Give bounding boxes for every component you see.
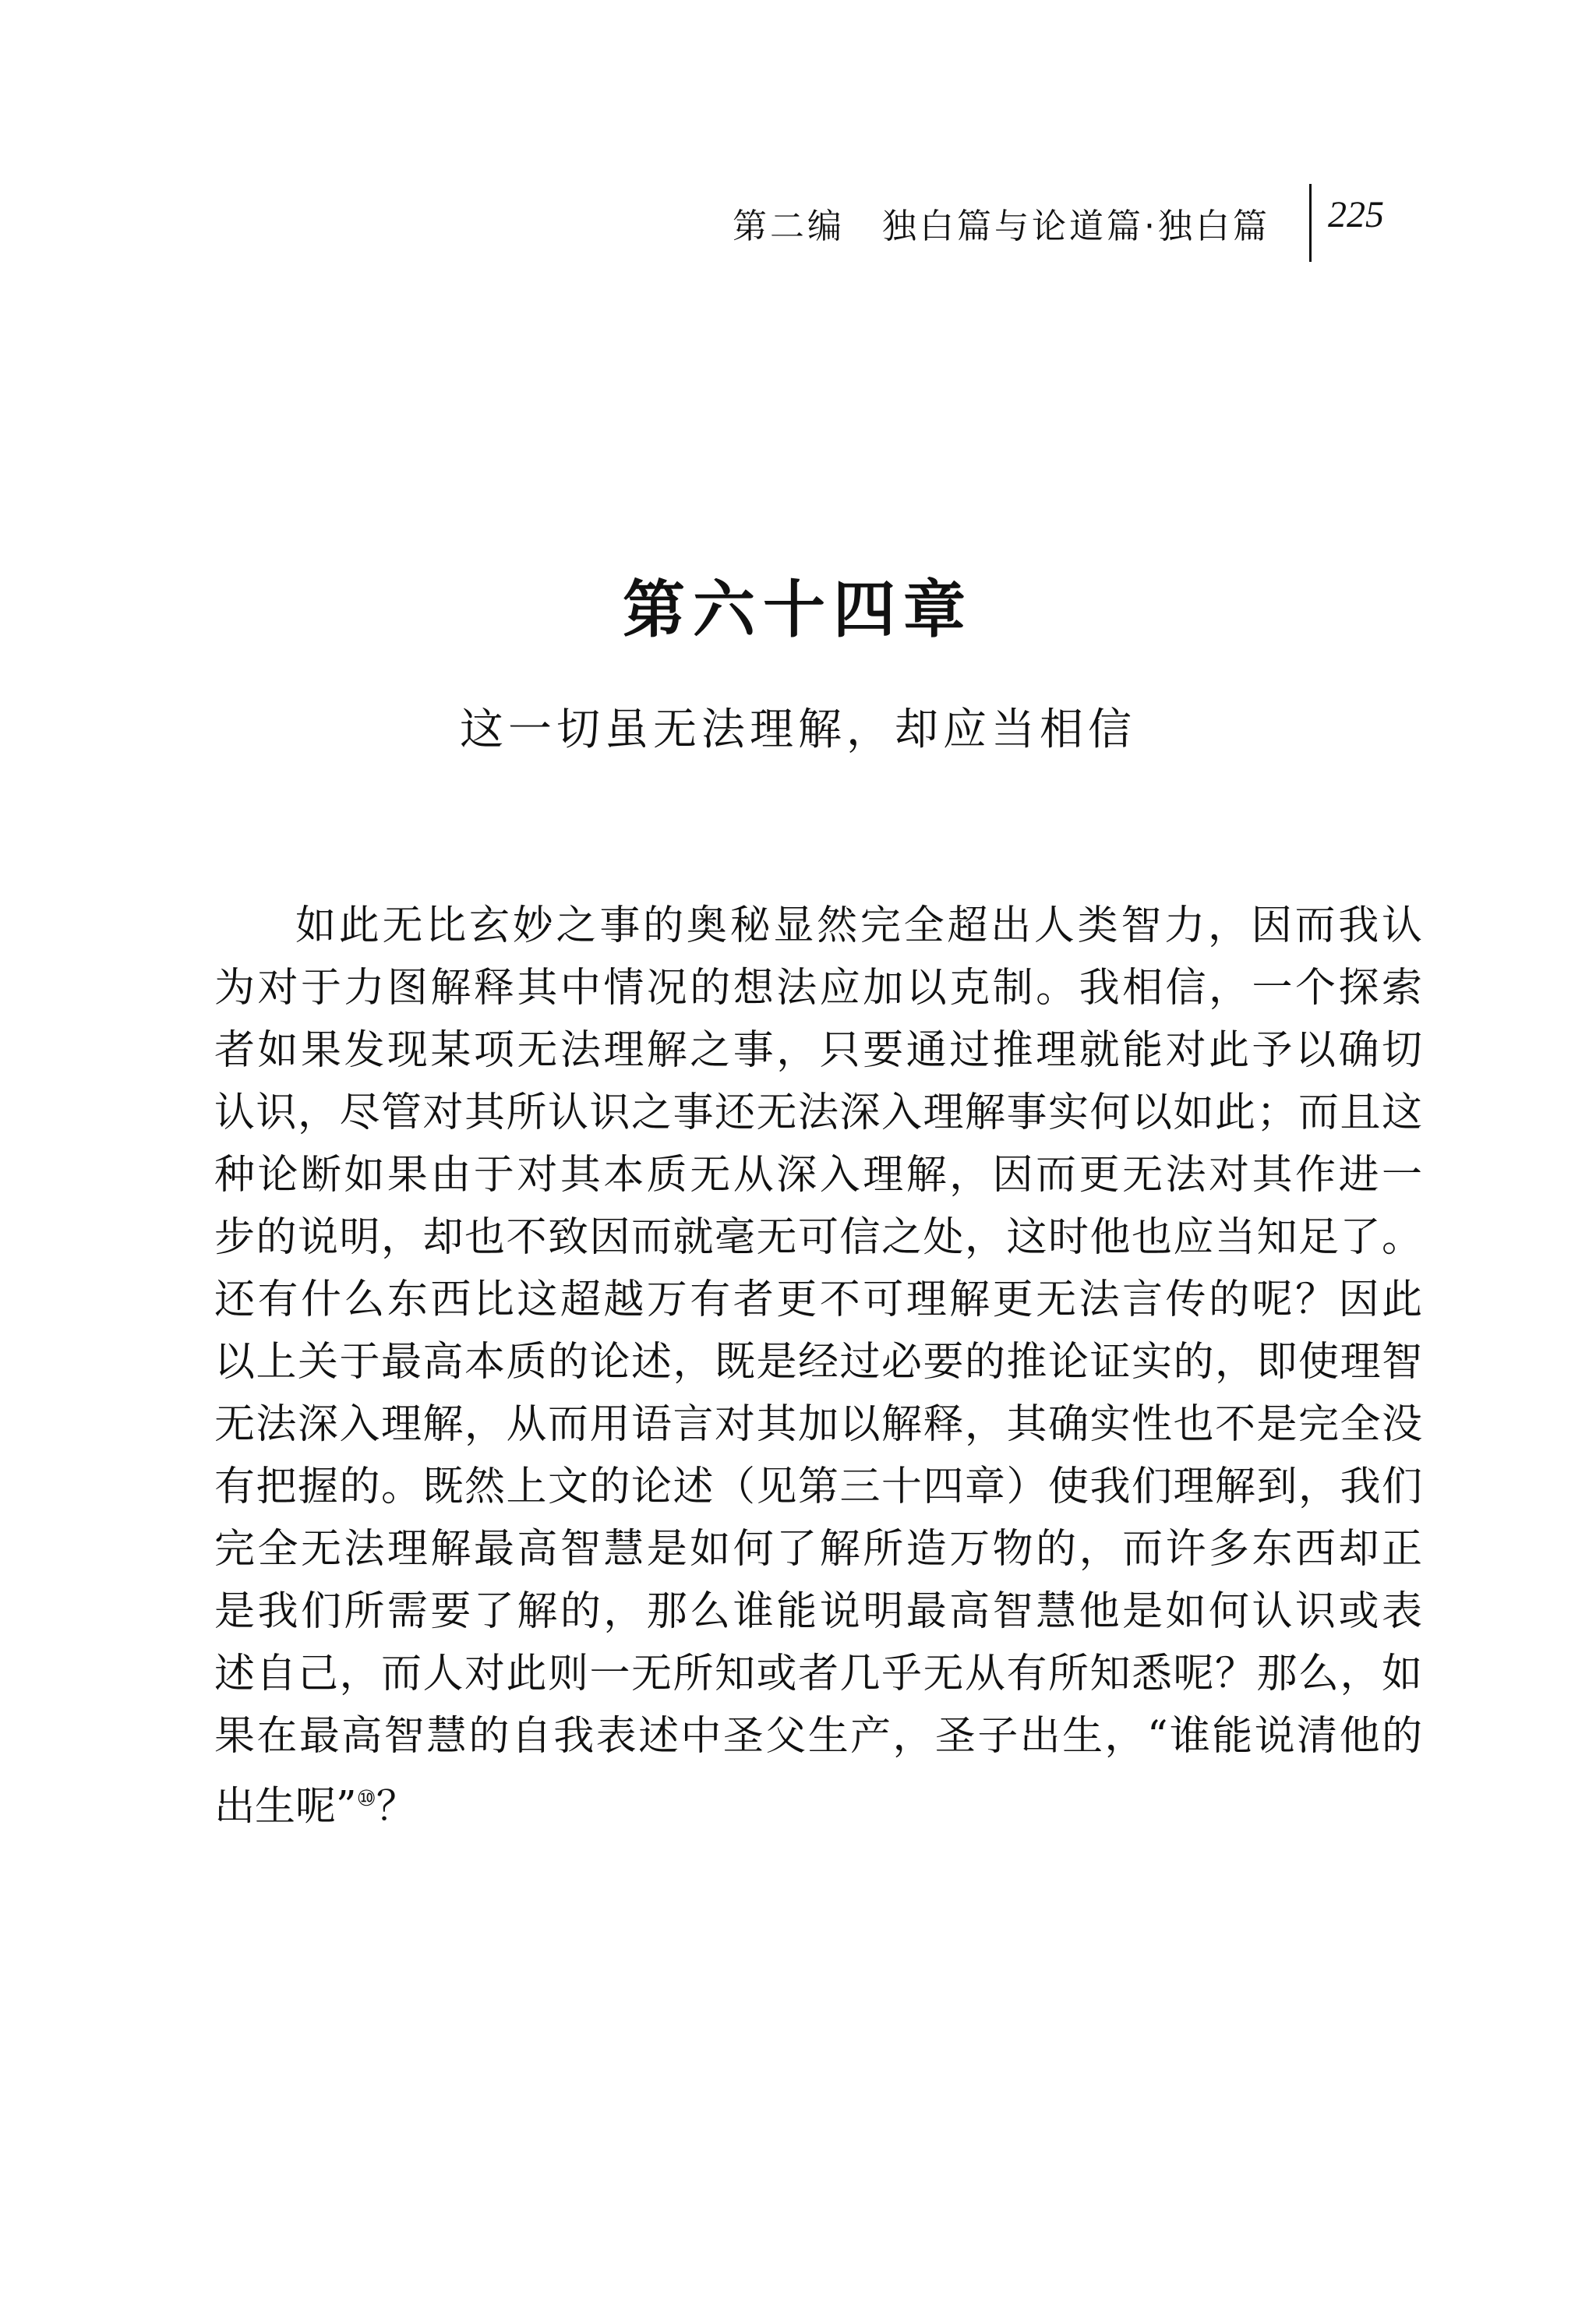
chapter-subtitle: 这一切虽无法理解，却应当相信 bbox=[460, 704, 1136, 755]
body-paragraph bbox=[214, 895, 1422, 1830]
final-text: 出生呢” bbox=[214, 1783, 357, 1830]
chapter-title: 第六十四章 bbox=[623, 573, 973, 646]
text-line: 还有什么东西比这超越万有者更不可理解更无法言传的呢？因此 bbox=[214, 1277, 1422, 1323]
header-divider bbox=[1309, 184, 1312, 262]
text-line: 者如果发现某项无法理解之事，只要通过推理就能对此予以确切 bbox=[214, 1027, 1422, 1074]
text-line: 以上关于最高本质的论述，既是经过必要的推论证实的，即使理智 bbox=[214, 1339, 1422, 1386]
text-line: 步的说明，却也不致因而就毫无可信之处，这时他也应当知足了。 bbox=[214, 1214, 1422, 1261]
text-line: 如此无比玄妙之事的奥秘显然完全超出人类智力，因而我认 bbox=[295, 902, 1422, 949]
final-punctuation: ？ bbox=[376, 1783, 417, 1830]
running-title: 第二编 独白篇与论道篇·独白篇 bbox=[733, 207, 1270, 246]
page-number: 225 bbox=[1328, 194, 1384, 235]
text-line: 无法深入理解，从而用语言对其加以解释，其确实性也不是完全没 bbox=[214, 1401, 1422, 1448]
text-line: 是我们所需要了解的，那么谁能说明最高智慧他是如何认识或表 bbox=[214, 1588, 1422, 1635]
text-line-final bbox=[214, 1767, 1422, 1830]
text-line: 种论断如果由于对其本质无从深入理解，因而更无法对其作进一 bbox=[214, 1152, 1422, 1199]
text-line: 述自己，而人对此则一无所知或者几乎无从有所知悉呢？那么，如 bbox=[214, 1651, 1422, 1697]
footnote-reference[interactable]: ⑩ bbox=[356, 1785, 376, 1811]
text-line: 果在最高智慧的自我表述中圣父生产，圣子出生，“谁能说清他的 bbox=[214, 1713, 1422, 1760]
text-line: 有把握的。既然上文的论述（见第三十四章）使我们理解到，我们 bbox=[214, 1464, 1422, 1510]
text-line: 完全无法理解最高智慧是如何了解所造万物的，而许多东西却正 bbox=[214, 1526, 1422, 1573]
text-line: 认识，尽管对其所认识之事还无法深入理解事实何以如此；而且这 bbox=[214, 1089, 1422, 1136]
text-line: 为对于力图解释其中情况的想法应加以克制。我相信，一个探索 bbox=[214, 965, 1422, 1012]
page-header bbox=[733, 184, 1418, 259]
